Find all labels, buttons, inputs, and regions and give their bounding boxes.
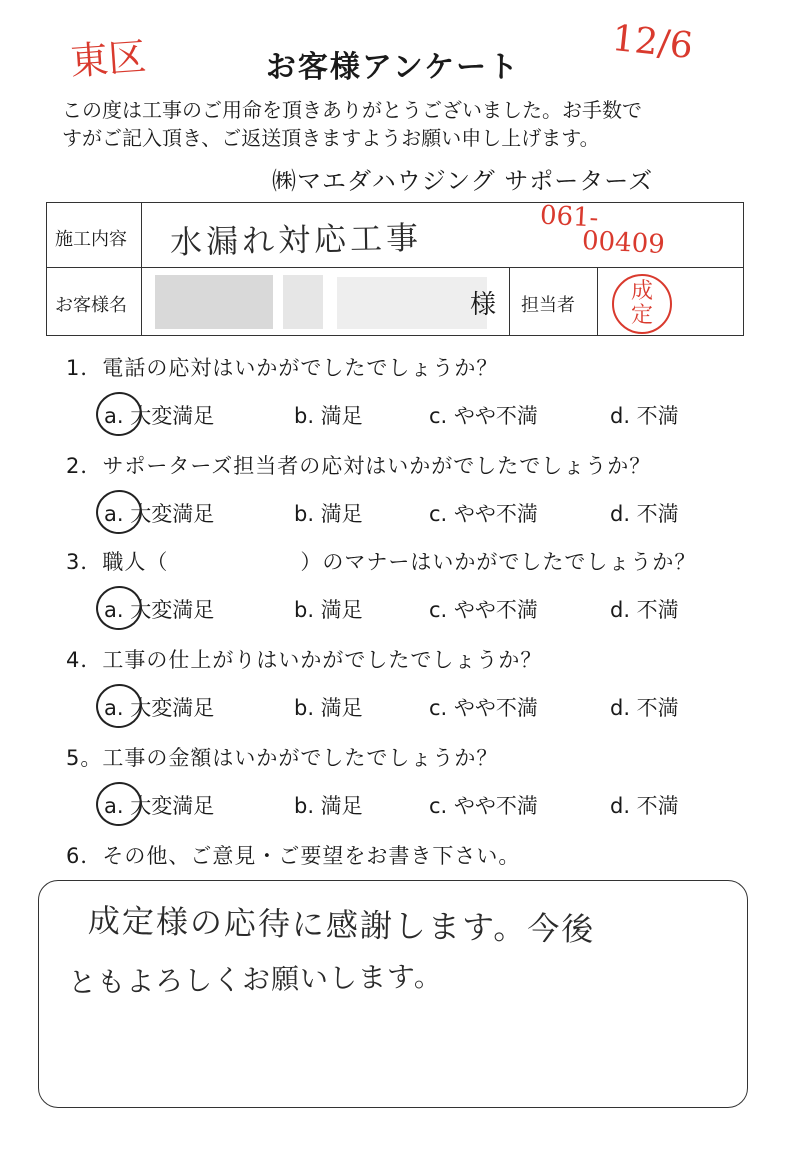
question-3: 3．職人（ ）のマナーはいかがでしたでしょうか？	[66, 550, 697, 574]
honorific-label: 様	[470, 290, 497, 320]
work-content-label: 施工内容	[55, 229, 127, 250]
option-d[interactable]: d. 不満	[610, 502, 679, 526]
question-2-options	[104, 498, 724, 530]
intro-line-2: すがご記入頂き、ご返送頂きますようお願い申し上げます。	[62, 126, 600, 150]
option-d[interactable]: d. 不満	[610, 404, 679, 428]
table-column-divider	[597, 267, 598, 335]
job-number-line-1: 061-	[539, 200, 600, 234]
selected-circle-mark	[93, 778, 146, 829]
question-6: 6．その他、ご意見・ご要望をお書き下さい。	[66, 844, 521, 868]
question-1: 1．電話の応対はいかがでしたでしょうか？	[66, 356, 499, 380]
question-4-options	[104, 692, 724, 724]
option-b[interactable]: b. 満足	[294, 794, 363, 818]
option-b[interactable]: b. 満足	[294, 696, 363, 720]
question-5: 5。工事の金額はいかがでしたでしょうか？	[66, 746, 499, 770]
company-name: ㈱マエダハウジング サポーターズ	[272, 167, 654, 195]
date-handwritten-mark: 12/6	[610, 17, 695, 68]
area-handwritten-mark: 東区	[68, 34, 148, 84]
option-d[interactable]: d. 不満	[610, 794, 679, 818]
question-5-options	[104, 790, 724, 822]
comment-line-1: 成定様の応待に感謝します。今後	[87, 901, 596, 949]
staff-label: 担当者	[521, 295, 575, 316]
table-column-divider	[141, 203, 142, 335]
option-d[interactable]: d. 不満	[610, 696, 679, 720]
page-title: お客様アンケート	[265, 50, 521, 85]
intro-line-1: この度は工事のご用命を頂きありがとうございました。お手数で	[62, 98, 642, 122]
selected-circle-mark	[93, 388, 146, 439]
option-a[interactable]: a. 大変満足	[104, 692, 214, 722]
option-a[interactable]: a. 大変満足	[104, 498, 214, 528]
option-b[interactable]: b. 満足	[294, 502, 363, 526]
option-a[interactable]: a. 大変満足	[104, 790, 214, 820]
option-c[interactable]: c. やや不満	[429, 502, 538, 526]
option-d[interactable]: d. 不満	[610, 598, 679, 622]
staff-seal	[612, 274, 672, 334]
staff-seal-char-2: 定	[630, 303, 653, 328]
question-3-options	[104, 594, 724, 626]
option-c[interactable]: c. やや不満	[429, 598, 538, 622]
redacted-customer-name	[283, 275, 323, 329]
table-row-divider	[47, 267, 743, 268]
option-b[interactable]: b. 満足	[294, 404, 363, 428]
customer-name-label: お客様名	[55, 295, 127, 316]
selected-circle-mark	[93, 582, 146, 633]
comment-line-2: ともよろしくお願いします。	[67, 959, 444, 1000]
question-2: 2．サポーターズ担当者の応対はいかがでしたでしょうか？	[66, 454, 652, 478]
option-c[interactable]: c. やや不満	[429, 696, 538, 720]
table-column-divider	[509, 267, 510, 335]
redacted-customer-name	[155, 275, 273, 329]
option-a[interactable]: a. 大変満足	[104, 400, 214, 430]
question-4: 4．工事の仕上がりはいかがでしたでしょうか？	[66, 648, 543, 672]
staff-seal-char-1: 成	[630, 279, 653, 304]
option-c[interactable]: c. やや不満	[429, 794, 538, 818]
option-a[interactable]: a. 大変満足	[104, 594, 214, 624]
job-number-line-2: 00409	[581, 225, 666, 261]
work-content-value: 水漏れ対応工事	[169, 218, 423, 262]
selected-circle-mark	[93, 486, 146, 537]
intro-text	[62, 96, 742, 152]
option-c[interactable]: c. やや不満	[429, 404, 538, 428]
redacted-customer-name	[337, 277, 487, 329]
option-b[interactable]: b. 満足	[294, 598, 363, 622]
selected-circle-mark	[93, 680, 146, 731]
question-1-options	[104, 400, 724, 432]
